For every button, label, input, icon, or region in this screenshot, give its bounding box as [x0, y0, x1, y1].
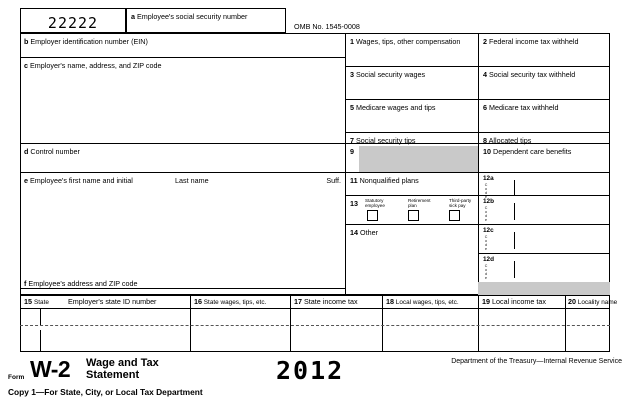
box-14-label: Other [360, 228, 378, 237]
box-a-letter: a [131, 12, 135, 21]
box-10-dependent-care[interactable] [478, 143, 610, 172]
footer-tax-year: 2012 [276, 356, 345, 385]
box-f-label: Employee's address and ZIP code [28, 279, 138, 288]
box-19-number: 19 [482, 297, 490, 306]
box-11-label: Nonqualified plans [359, 176, 419, 185]
box-12c[interactable] [478, 224, 610, 253]
box-1-caption [350, 37, 460, 46]
box-18-local-wages[interactable] [382, 295, 478, 308]
box-3-ss-wages[interactable] [345, 66, 478, 99]
state-dotted-divider [20, 325, 610, 326]
box-6-number: 6 [483, 103, 487, 112]
box-20-locality-name[interactable] [565, 295, 618, 308]
box-15-number: 15 [24, 297, 32, 306]
box-1-number: 1 [350, 37, 354, 46]
box-6-label: Medicare tax withheld [489, 103, 559, 112]
box-e-label: Employee's first name and initial [30, 176, 133, 185]
box-12c-code-separator [514, 232, 515, 249]
box-13-retirement-line1: Retirement [408, 198, 431, 203]
box-c-caption [24, 61, 161, 70]
box-f-employee-address[interactable] [20, 275, 345, 295]
box-a-label: Employee's social security number [137, 12, 248, 21]
omb-number: OMB No. 1545-0008 [294, 22, 360, 31]
box-12c-code-label: C o d e [484, 235, 488, 251]
box-15-label: State [34, 299, 49, 306]
box-17-caption [294, 297, 358, 306]
box-16-label: State wages, tips, etc. [203, 299, 267, 306]
box-12b-code-label: C o d e [484, 206, 488, 222]
footer-form-number: W-2 [30, 356, 71, 382]
box-8-number: 8 [483, 136, 487, 145]
box-5-number: 5 [350, 103, 354, 112]
box-7-label: Social security tips [356, 136, 416, 145]
box-f-caption [24, 279, 138, 288]
box-16-caption [194, 298, 266, 307]
box-12c-caption [483, 227, 494, 235]
form-footer [0, 352, 630, 405]
box-11-number: 11 [350, 176, 358, 185]
box-13-checkboxes [345, 195, 478, 224]
box-12a[interactable] [478, 172, 610, 199]
box-12b-code-separator [514, 203, 515, 220]
box-15-employer-state-id-label: Employer's state ID number [68, 297, 157, 306]
box-17-number: 17 [294, 297, 302, 306]
box-b-ein[interactable] [20, 33, 345, 57]
box-9-shaded-area [359, 146, 478, 172]
box-6-medicare-tax[interactable] [478, 99, 610, 132]
box-5-medicare-wages[interactable] [345, 99, 478, 132]
box-3-caption [350, 70, 425, 79]
box-d-letter: d [24, 147, 29, 156]
footer-form-title-line1: Wage and Tax [86, 357, 159, 369]
box-12a-code-label: C o d e [484, 183, 488, 199]
box-c-employer[interactable] [20, 57, 345, 143]
control-number-box[interactable] [20, 8, 126, 33]
box-8-label: Allocated tips [488, 136, 532, 145]
box-e-caption [24, 176, 133, 185]
box-d-caption [24, 147, 80, 156]
footer-form-word: Form [8, 374, 25, 381]
box-6-caption [483, 103, 559, 112]
box-13-number-wrap [350, 199, 358, 208]
control-number-value: 22222 [47, 14, 99, 32]
box-17-label: State income tax [304, 297, 358, 306]
box-12a-number: 12a [483, 175, 494, 182]
box-13-statutory-line2: employee [365, 203, 385, 209]
box-c-label: Employer's name, address, and ZIP code [30, 61, 162, 70]
box-14-caption [350, 228, 378, 237]
box-11-nonqualified-plans[interactable] [345, 172, 478, 195]
box-13-retirement-checkbox[interactable] [408, 210, 419, 221]
box-a-ssn[interactable] [126, 8, 286, 33]
box-18-label: Local wages, tips, etc. [395, 299, 459, 306]
box-12b[interactable] [478, 195, 610, 224]
box-e-letter: e [24, 176, 28, 185]
box-19-label: Local income tax [492, 297, 546, 306]
box-20-caption [568, 298, 617, 307]
state-header-divider [20, 308, 610, 309]
box-12c-number: 12c [483, 227, 494, 234]
box-17-state-income-tax[interactable] [290, 295, 382, 308]
box-13-retirement-line2: plan [408, 203, 417, 209]
box-a-caption [131, 12, 247, 21]
box-18-number: 18 [386, 297, 394, 306]
box-4-caption [483, 70, 575, 79]
footer-copy-line: Copy 1—For State, City, or Local Tax Department [8, 387, 203, 397]
box-13-thirdparty-checkbox[interactable] [449, 210, 460, 221]
box-3-label: Social security wages [356, 70, 426, 79]
box-19-local-income-tax[interactable] [478, 295, 565, 308]
box-9-shaded [345, 143, 478, 172]
box-7-number: 7 [350, 136, 354, 145]
box-13-number: 13 [350, 199, 358, 208]
box-14-other[interactable] [345, 224, 478, 288]
omb-area [286, 8, 630, 33]
box-12a-caption [483, 175, 494, 183]
box-9-caption [350, 147, 354, 156]
box-2-number: 2 [483, 37, 487, 46]
box-15-state-tick-upper [40, 308, 41, 325]
box-12d-caption [483, 256, 494, 264]
box-15-state[interactable] [20, 295, 190, 308]
box-12-shaded-footer [478, 282, 610, 295]
box-12b-caption [483, 198, 494, 206]
footer-department: Department of the Treasury—Internal Revenue Service [451, 358, 622, 365]
box-13-statutory-label [365, 198, 405, 209]
box-10-label: Dependent care benefits [493, 147, 572, 156]
box-2-caption [483, 37, 579, 46]
footer-form-title-line2: Statement [86, 369, 140, 381]
box-b-letter: b [24, 37, 29, 46]
box-12d[interactable] [478, 253, 610, 282]
box-d-label: Control number [30, 147, 80, 156]
box-e-last-name-label: Last name [175, 176, 209, 185]
box-c-letter: c [24, 61, 28, 70]
box-b-label: Employer identification number (EIN) [30, 37, 148, 46]
box-10-caption [483, 147, 571, 156]
box-20-number: 20 [568, 297, 576, 306]
box-15-state-tick-lower [40, 330, 41, 352]
box-f-letter: f [24, 279, 27, 288]
box-13-thirdparty-line2: sick pay [449, 203, 466, 209]
box-13-statutory-line1: Statutory [365, 198, 384, 203]
box-d-control-number[interactable] [20, 143, 345, 172]
box-3-number: 3 [350, 70, 354, 79]
box-10-number: 10 [483, 147, 491, 156]
box-2-fed-tax[interactable] [478, 33, 610, 66]
box-1-label: Wages, tips, other compensation [356, 37, 461, 46]
box-16-number: 16 [194, 297, 202, 306]
box-12b-number: 12b [483, 198, 495, 205]
box-12d-code-separator [514, 261, 515, 278]
box-4-label: Social security tax withheld [489, 70, 576, 79]
box-18-caption [386, 298, 459, 307]
box-b-caption [24, 37, 148, 46]
box-1-wages[interactable] [345, 33, 478, 66]
box-12a-code-separator [514, 180, 515, 195]
box-9-number: 9 [350, 147, 354, 156]
box-19-caption [482, 297, 546, 306]
box-5-caption [350, 103, 436, 112]
box-20-label: Locality name [577, 299, 618, 306]
box-16-state-wages[interactable] [190, 295, 290, 308]
box-5-label: Medicare wages and tips [356, 103, 436, 112]
box-e-suffix-label: Suff. [326, 176, 341, 185]
box-e-employee-name[interactable] [20, 172, 345, 288]
box-4-ss-tax[interactable] [478, 66, 610, 99]
box-2-label: Federal income tax withheld [489, 37, 579, 46]
box-13-retirement-label [408, 198, 450, 209]
box-12d-number: 12d [483, 256, 495, 263]
box-11-caption [350, 176, 419, 185]
box-13-statutory-checkbox[interactable] [367, 210, 378, 221]
box-12d-code-label: C o d e [484, 264, 488, 280]
box-4-number: 4 [483, 70, 487, 79]
box-13-thirdparty-line1: Third-party [449, 198, 472, 203]
box-14-number: 14 [350, 228, 358, 237]
box-15-caption [24, 297, 49, 307]
